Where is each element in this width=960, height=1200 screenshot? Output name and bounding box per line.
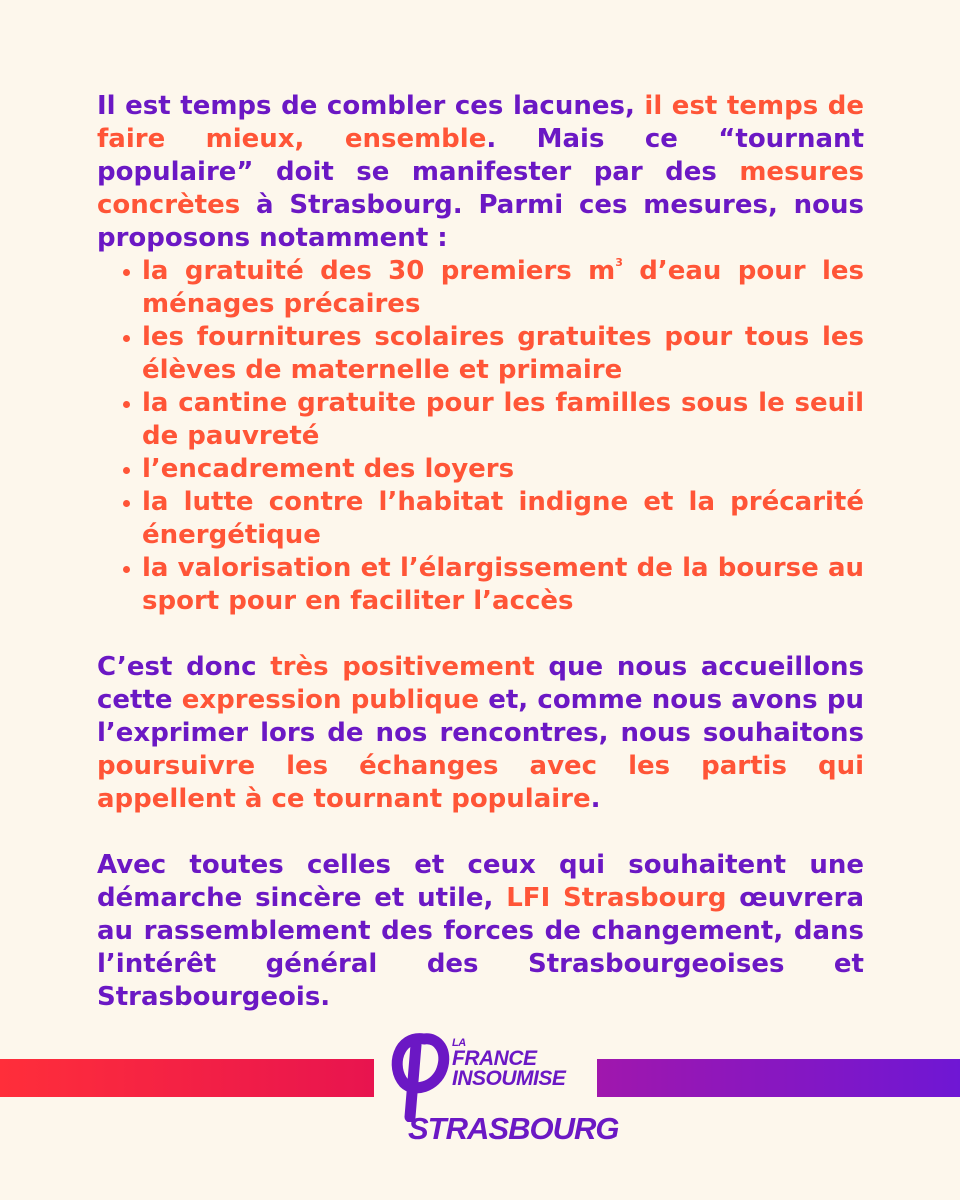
bullet-dot-icon	[123, 335, 130, 342]
list-item	[123, 453, 864, 486]
logo-line: LA	[452, 1037, 466, 1049]
text-span: œuvrera au rassemblement des forces de changement, dans l’intérêt général des Strasbourgeoises et Strasbourgeois.	[97, 883, 865, 1012]
list-item-text: la valorisation et l’élargissement de la bourse au sport pour en faciliter l’accès	[142, 553, 864, 616]
list-item-text: d’eau pour les ménages précaires	[142, 256, 864, 319]
lfi-strasbourg-logo	[386, 1027, 619, 1157]
highlight-span: poursuivre les échanges avec les partis qui appellent à ce tournant populaire	[97, 751, 864, 814]
bullet-dot-icon	[123, 467, 130, 474]
phi-symbol-icon	[386, 1027, 456, 1122]
logo-wordmark	[452, 1037, 565, 1089]
text-span: C’est donc	[97, 652, 271, 682]
logo-line: INSOUMISE	[452, 1067, 566, 1090]
bullet-dot-icon	[123, 566, 130, 573]
text-span: à Strasbourg. Parmi ces mesures, nous proposons notamment :	[97, 190, 864, 253]
list-item-text: la gratuité des 30 premiers m	[142, 256, 616, 286]
list-item-text: la lutte contre l’habitat indigne et la précarité énergétique	[142, 487, 864, 550]
text-span: et, comme nous avons pu l’exprimer lors de nos rencontres, nous souhaitons	[97, 685, 864, 748]
spacer	[97, 618, 864, 651]
list-item	[123, 255, 864, 321]
paragraph-welcome	[97, 651, 864, 816]
highlight-span: expression publique	[181, 685, 480, 715]
paragraph-closing	[97, 849, 864, 1014]
highlight-span: très positivement	[270, 652, 535, 682]
decorative-bar-left	[0, 1059, 374, 1097]
list-item	[123, 387, 864, 453]
list-item	[123, 321, 864, 387]
statement-text	[97, 90, 864, 1014]
text-span: que nous accueillons cette	[97, 652, 864, 715]
list-item	[123, 486, 864, 552]
paragraph-intro	[97, 90, 864, 255]
list-item-text: les fournitures scolaires gratuites pour tous les élèves de maternelle et primaire	[142, 322, 864, 385]
superscript: 3	[615, 256, 623, 269]
highlight-span: LFI Strasbourg	[506, 883, 727, 913]
bullet-dot-icon	[123, 401, 130, 408]
bullet-dot-icon	[123, 269, 130, 276]
text-span: Avec toutes celles et ceux qui souhaitent une démarche sincère et utile,	[97, 850, 864, 913]
text-span: . Mais ce “tournant populaire” doit se manifester par des	[97, 124, 865, 187]
text-span: .	[590, 784, 601, 814]
spacer	[97, 816, 864, 849]
highlight-span: mesures concrètes	[97, 157, 864, 220]
logo-city: STRASBOURG	[408, 1111, 619, 1146]
text-span: Il est temps de combler ces lacunes,	[97, 91, 645, 121]
measures-list	[97, 255, 864, 618]
list-item	[123, 552, 864, 618]
highlight-span: il est temps de faire mieux, ensemble	[97, 91, 864, 154]
bullet-dot-icon	[123, 500, 130, 507]
logo-line: FRANCE	[452, 1047, 537, 1070]
list-item-text: la cantine gratuite pour les familles sous le seuil de pauvreté	[142, 388, 864, 451]
decorative-bar-right	[597, 1059, 960, 1097]
list-item-text: l’encadrement des loyers	[142, 454, 515, 484]
